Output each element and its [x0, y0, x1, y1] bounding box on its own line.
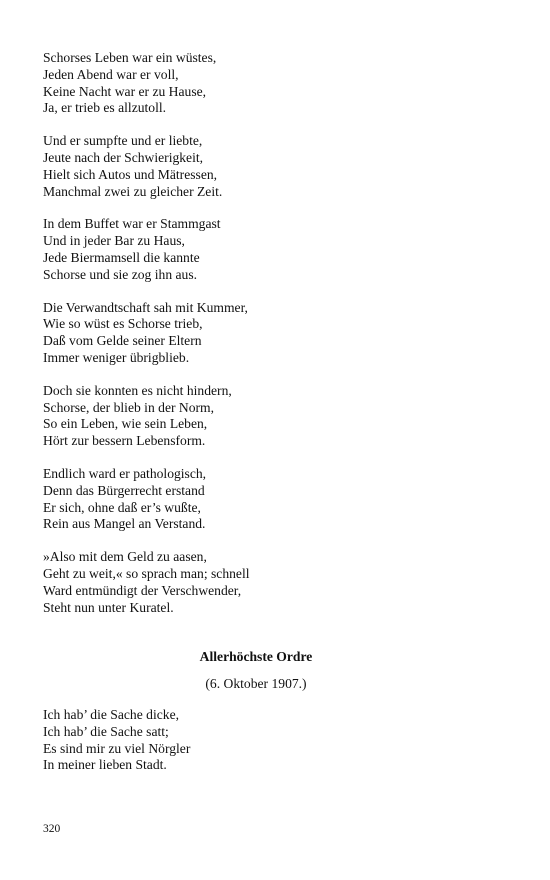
poem-line: Jede Biermamsell die kannte: [43, 249, 200, 265]
poem-line: Schorse, der blieb in der Norm,: [43, 399, 215, 415]
poem-line: Ich hab’ die Sache satt;: [43, 723, 169, 739]
poem-line: Steht nun unter Kuratel.: [43, 599, 174, 615]
poem-line: Die Verwandtschaft sah mit Kummer,: [43, 299, 248, 315]
poem-line: So ein Leben, wie sein Leben,: [43, 416, 208, 432]
stanza-1: [43, 50, 483, 117]
poem-date: (6. Oktober 1907.): [205, 676, 307, 691]
poem-line: Ward entmündigt der Verschwender,: [43, 582, 242, 598]
poem-line: Daß vom Gelde seiner Eltern: [43, 333, 202, 349]
poem-line: Jeden Abend war er voll,: [43, 66, 179, 82]
poem-line: Und in jeder Bar zu Haus,: [43, 233, 185, 249]
poem-line: Schorses Leben war ein wüstes,: [43, 50, 217, 65]
poem-line: Doch sie konnten es nicht hindern,: [43, 382, 232, 398]
poem-line: Rein aus Mangel an Verstand.: [43, 516, 206, 532]
poem-line: Jeute nach der Schwierigkeit,: [43, 149, 204, 165]
poem-line: Schorse und sie zog ihn aus.: [43, 266, 198, 282]
stanza-2: [43, 133, 483, 200]
poem-line: Es sind mir zu viel Nörgler: [43, 740, 191, 756]
poem-line: Denn das Bürgerrecht erstand: [43, 482, 205, 498]
stanza-5: [43, 383, 483, 450]
poem-line: Keine Nacht war er zu Hause,: [43, 83, 207, 99]
poem-line: Hielt sich Autos und Mätressen,: [43, 166, 218, 182]
poem-1: [43, 50, 483, 632]
poem-line: Ja, er trieb es allzutoll.: [43, 100, 167, 116]
poem-line: Ich hab’ die Sache dicke,: [43, 707, 179, 722]
poem-line: In meiner lieben Stadt.: [43, 757, 167, 773]
stanza-4: [43, 300, 483, 367]
poem-2: [43, 707, 483, 790]
poem-line: »Also mit dem Geld zu aasen,: [43, 549, 207, 565]
poem-line: Manchmal zwei zu gleicher Zeit.: [43, 183, 223, 199]
stanza-7: [43, 549, 483, 616]
stanza-3: [43, 216, 483, 283]
poem-title: Allerhöchste Ordre: [199, 649, 313, 664]
poem-line: Hört zur bessern Lebensform.: [43, 433, 206, 449]
page-number: 320: [43, 823, 61, 835]
poem-line: Immer weniger übrigblieb.: [43, 349, 190, 365]
stanza-6: [43, 466, 483, 533]
poem-line: Er sich, ohne daß er’s wußte,: [43, 499, 201, 515]
poem-line: Und er sumpfte und er liebte,: [43, 133, 203, 149]
stanza-1: [43, 707, 483, 774]
poem-line: Endlich ward er pathologisch,: [43, 465, 207, 481]
poem-line: Geht zu weit,« so sprach man; schnell: [43, 565, 250, 581]
poem-line: In dem Buffet war er Stammgast: [43, 216, 221, 232]
poem-line: Wie so wüst es Schorse trieb,: [43, 316, 203, 332]
